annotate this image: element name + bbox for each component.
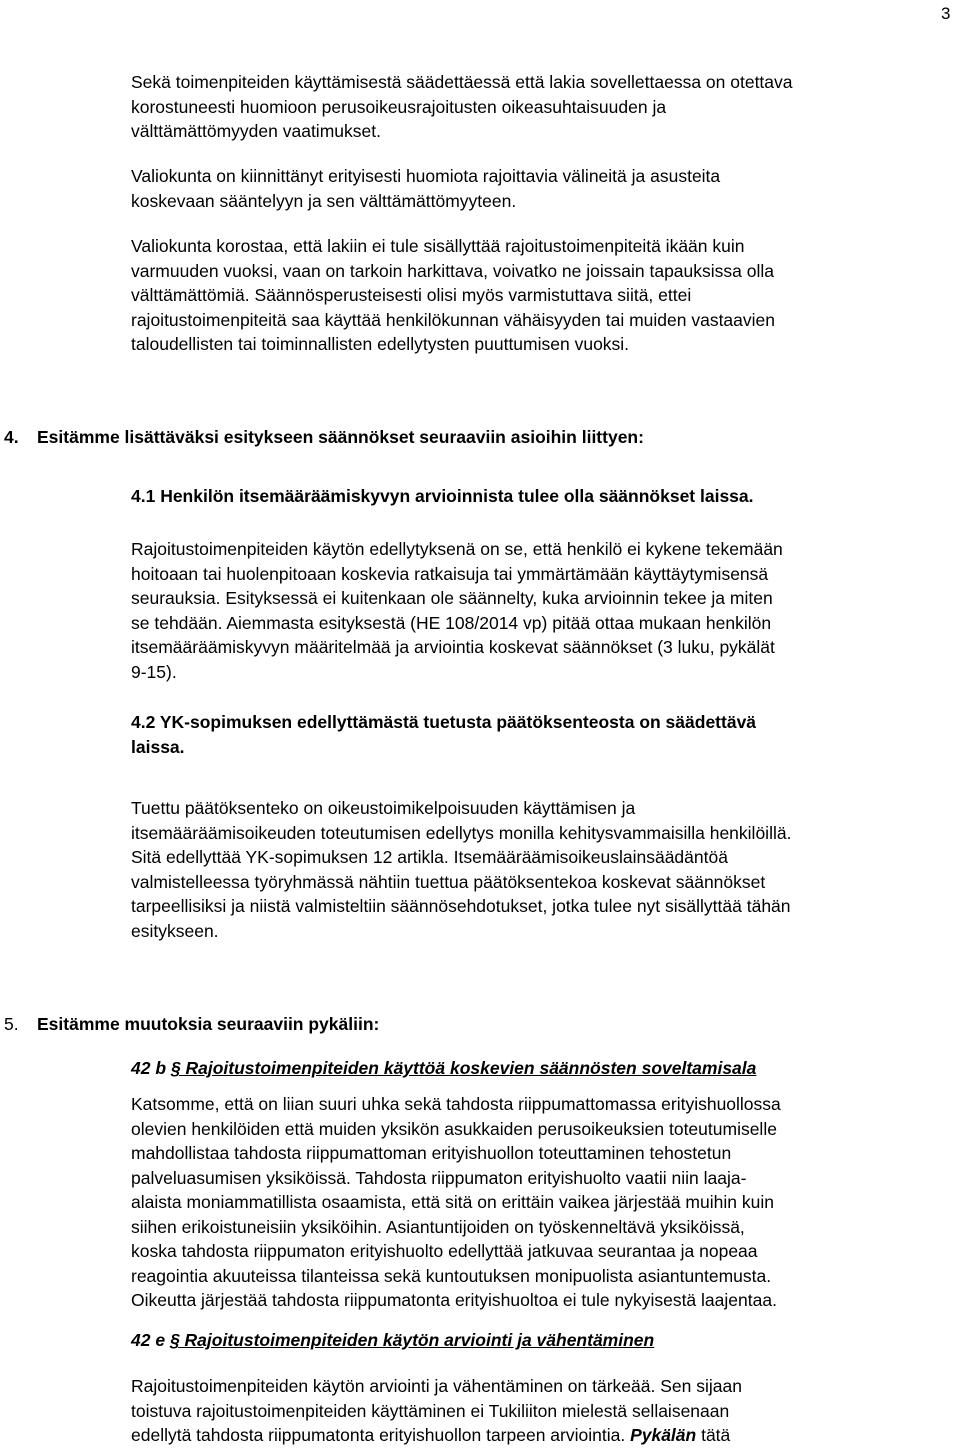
subsection-title-line: 4.1 Henkilön itsemääräämiskyvyn arvioinnista tulee olla säännökset laissa. [131, 486, 754, 506]
section-42b-title [131, 1058, 756, 1078]
section-42e-title [131, 1330, 654, 1350]
subsection-4-1-text [131, 537, 960, 684]
text-line: mahdollistaa tahdosta riippumattoman erityishuollon toteuttaminen tehostetun [131, 1143, 732, 1163]
section-42e-title-text: Rajoitustoimenpiteiden käytön arviointi ja vähentäminen [179, 1330, 655, 1350]
section-42b-text [131, 1092, 960, 1313]
section-4-number: 4. [4, 427, 19, 447]
text-line: Valiokunta on kiinnittänyt erityisesti huomiota rajoittavia välineitä ja asusteita [131, 166, 721, 186]
text-line: esitykseen. [131, 920, 219, 941]
section-42b-title-text: Rajoitustoimenpiteiden käyttöä koskevien säännösten soveltamisala [180, 1058, 757, 1078]
text-line: Rajoitustoimenpiteiden käytön edellytyksenä on se, että henkilö ei kykene tekemään [131, 539, 783, 559]
text-line: Sekä toimenpiteiden käyttämisestä säädettäessä että lakia sovellettaessa on otettava [131, 72, 793, 92]
intro-paragraph-1 [131, 70, 960, 144]
section-42e-heading [131, 1328, 960, 1353]
section-sign: § [170, 1058, 181, 1078]
text-line: koska tahdosta riippumaton erityishuolto edellyttää jatkuvaa seurantaa ja nopeaa [131, 1241, 758, 1261]
emphasis-text: Pykälän [630, 1425, 697, 1445]
intro-paragraph-3 [131, 234, 960, 357]
text-line: välttämättömiä. Säännösperusteisesti olisi myös varmistuttava siitä, ettei [131, 285, 692, 305]
subsection-title-line: laissa. [131, 736, 185, 757]
text-line: rajoitustoimenpiteitä saa käyttää henkilökunnan vähäisyyden tai muiden vastaavien [131, 309, 776, 330]
text-line: tarpeellisiksi ja niistä valmisteltiin säännösehdotukset, jotka tulee nyt sisällyttää tähän [131, 896, 791, 916]
section-42b-number: 42 b [131, 1058, 171, 1078]
text-line: välttämättömyyden vaatimukset. [131, 121, 381, 141]
text-line: Oikeutta järjestää tahdosta riippumatonta erityishuoltoa ei tule nykyisestä laajentaa. [131, 1290, 777, 1310]
text-line: Valiokunta korostaa, että lakiin ei tule sisällyttää rajoitustoimenpiteitä ikään kuin [131, 236, 745, 256]
text-line: 9-15). [131, 661, 177, 682]
text-fragment: edellytä tahdosta riippumatonta erityishuollon tarpeen arviointia. [131, 1425, 631, 1445]
text-line: Rajoitustoimenpiteiden käytön arviointi ja vähentäminen on tärkeää. Sen sijaan [131, 1376, 742, 1396]
section-5-heading [4, 1012, 379, 1037]
subsection-4-2-text [131, 796, 960, 943]
text-line: olevien henkilöiden että muiden yksikön asukkaiden perusoikeuksien toteutumiselle [131, 1118, 777, 1139]
text-line: itsemääräämiskyvyn määritelmää ja arviointia koskevat säännökset (3 luku, pykälät [131, 637, 775, 657]
text-line: seurauksia. Esityksessä ei kuitenkaan ole säännelty, kuka arvioinnin tekee ja miten [131, 588, 773, 608]
text-line: korostuneesti huomioon perusoikeusrajoitusten oikeasuhtaisuuden ja [131, 96, 667, 117]
section-42b-heading [131, 1056, 960, 1081]
text-line: siihen erikoistuneisiin yksiköihin. Asiantuntijoiden on työskenneltävä yksiköissä, [131, 1216, 745, 1237]
text-line: palveluasumisen yksiköissä. Tahdosta riippumaton erityishuolto vaatii niin laaja- [131, 1167, 747, 1188]
page-number: 3 [941, 4, 951, 23]
text-line: Katsomme, että on liian suuri uhka sekä tahdosta riippumattomassa erityishuollossa [131, 1094, 781, 1114]
text-line: valmistelleessa työryhmässä nähtiin tuettua päätöksentekoa koskevat säännökset [131, 871, 766, 892]
section-sign: § [169, 1330, 180, 1350]
section-5-title: Esitämme muutoksia seuraaviin pykäliin: [37, 1014, 380, 1034]
section-5-number: 5. [4, 1014, 19, 1034]
text-line: alaista moniammatillista osaamista, että sitä on erittäin vaikea järjestää muihin kuin [131, 1192, 774, 1212]
intro-paragraph-2 [131, 164, 960, 213]
subsection-4-2-title [131, 710, 960, 759]
text-line: koskevaan sääntelyyn ja sen välttämättömyyteen. [131, 190, 517, 211]
text-line: Tuettu päätöksenteko on oikeustoimikelpoisuuden käyttämisen ja [131, 798, 636, 818]
subsection-title-line: 4.2 YK-sopimuksen edellyttämästä tuetusta päätöksenteosta on säädettävä [131, 712, 757, 732]
text-line: taloudellisten tai toiminnallisten edellytysten puuttumisen vuoksi. [131, 334, 630, 354]
section-4-heading [4, 425, 644, 450]
section-42e-number: 42 e [131, 1330, 170, 1350]
section-42e-text [131, 1374, 960, 1448]
subsection-4-1-title [131, 484, 960, 509]
text-line: varmuuden vuoksi, vaan on tarkoin harkittava, voivatko ne joissain tapauksissa olla [131, 260, 774, 281]
text-fragment: tätä [696, 1425, 731, 1445]
text-line: toistuva rajoitustoimenpiteiden käyttäminen ei Tukiliiton mielestä sellaisenaan [131, 1400, 730, 1421]
section-4-title: Esitämme lisättäväksi esitykseen säännökset seuraaviin asioihin liittyen: [37, 427, 644, 447]
text-line: hoitoaan tai huolenpitoaan koskevia ratkaisuja tai ymmärtämään käyttäytymisensä [131, 563, 769, 584]
text-line: reagointia akuuteissa tilanteissa sekä kuntoutuksen monipuolista asiantuntemusta. [131, 1265, 772, 1286]
text-line: se tehdään. Aiemmasta esityksestä (HE 108/2014 vp) pitää ottaa mukaan henkilön [131, 612, 772, 633]
text-line [131, 1423, 960, 1448]
text-line: Sitä edellyttää YK-sopimuksen 12 artikla. Itsemääräämisoikeuslainsäädäntöä [131, 847, 728, 867]
text-line: itsemääräämisoikeuden toteutumisen edellytys monilla kehitysvammaisilla henkilöillä. [131, 822, 792, 843]
